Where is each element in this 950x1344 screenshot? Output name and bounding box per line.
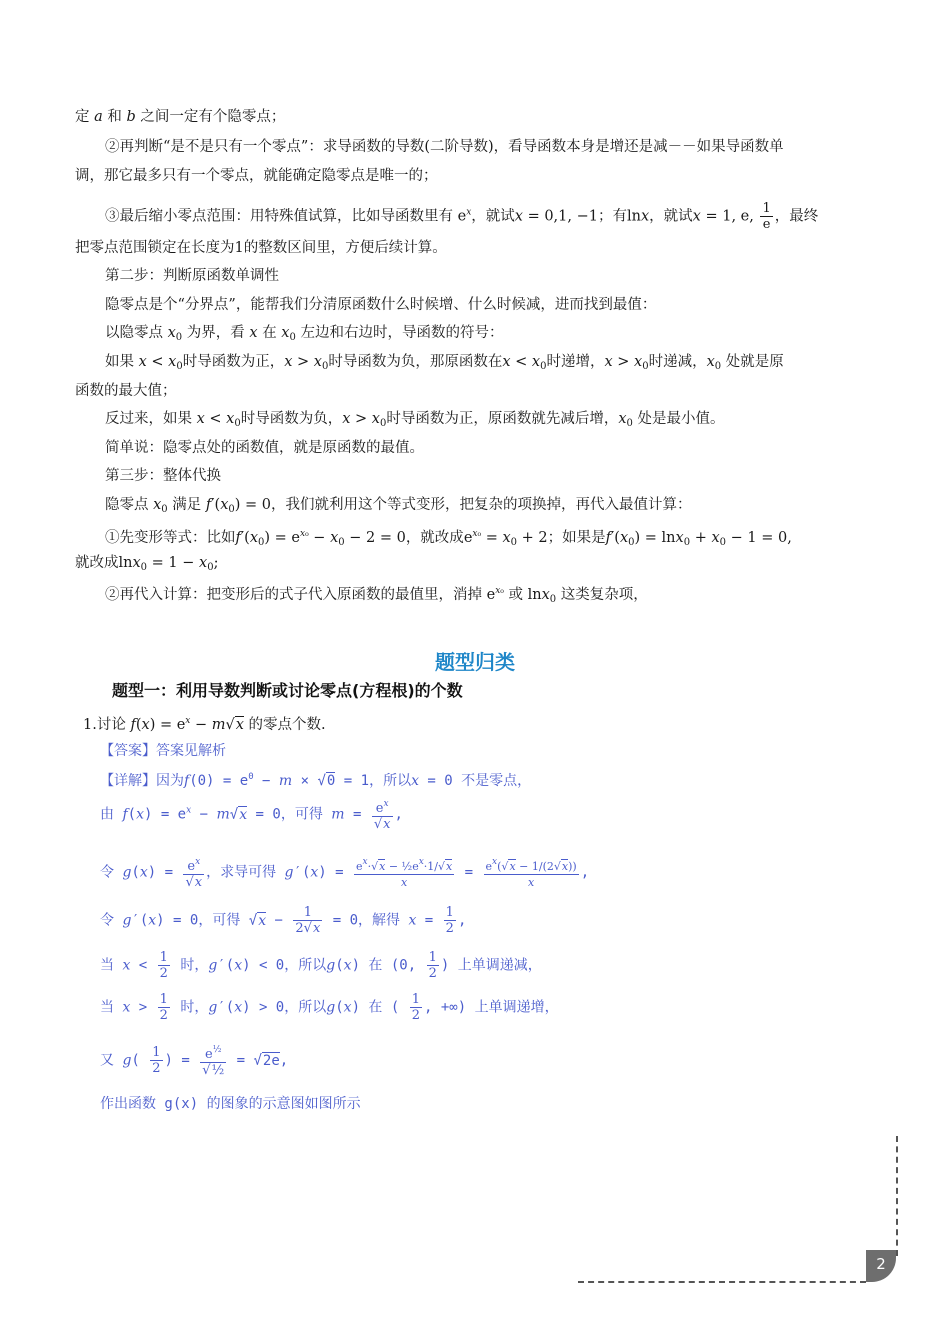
section-title: 题型归类 bbox=[435, 650, 515, 674]
answer-line: 【答案】答案见解析 bbox=[100, 743, 226, 759]
question-1: 1.讨论 $f(x) = e^x - m√x$ 的零点个数. bbox=[83, 716, 326, 733]
detail-line: 令 g(x) = $\frac{e^x}{√x}$ ，求导可得 g′(x) = $\frac{e^x\cdot√x - \frac{1}{2}e^x\cdot 1/√x}{x}$ = $\frac{e^x(√x - 1/(2√x))}{x}$ , bbox=[100, 857, 590, 890]
text-line: 以隐零点 $x_0$ 为界，看 x 在 $x_0$ 左边和右边时，导函数的符号： bbox=[105, 325, 504, 343]
text-line: 第三步：整体代换 bbox=[105, 468, 221, 484]
question-type-title: 题型一：利用导数判断或讨论零点(方程根)的个数 bbox=[112, 681, 463, 700]
text-line: 定 a 和 b 之间一定有个隐零点； bbox=[75, 109, 286, 125]
text-line: 隐零点 $x_0$ 满足 $f'(x_0) = 0$，我们就利用这个等式变形，把复杂的项换掉，再代入最值计算： bbox=[105, 497, 692, 515]
text-line: 第二步：判断原函数单调性 bbox=[105, 268, 279, 284]
text-line: ②再代入计算：把变形后的式子代入原函数的最值里，消掉 $e^{x_0}$ 或 lnx$_0$ 这类复杂项， bbox=[105, 586, 648, 605]
page-border-horizontal bbox=[578, 1281, 866, 1283]
detail-line: 作出函数 g(x) 的图象的示意图如图所示 bbox=[100, 1096, 361, 1112]
detail-line: 又 g( $\frac{1}{2}$ ) = $\frac{e^{\frac{1}{2}}}{\text{√½}}$ = √2e, bbox=[100, 1045, 289, 1078]
text-line: 如果 $x < x_0$时导函数为正，$x > x_0$时导函数为负，那原函数在$x < x_0$时递增，$x > x_0$时递减，$x_0$ 处就是原 bbox=[105, 354, 784, 372]
text-line: 把零点范围锁定在长度为1的整数区间里，方便后续计算。 bbox=[75, 240, 447, 256]
text-line: 调，那它最多只有一个零点，就能确定隐零点是唯一的； bbox=[75, 168, 438, 184]
text-line: 反过来，如果 $x < x_0$时导函数为负，$x > x_0$时导函数为正，原函数就先减后增，$x_0$ 处是最小值。 bbox=[105, 411, 725, 429]
text-line: ②再判断“是不是只有一个零点”：求导函数的导数(二阶导数)，看导函数本身是增还是减－－如果导函数单 bbox=[105, 139, 784, 155]
text-line: ①先变形等式：比如$f'(x_0) = e^{x_0} - x_0 - 2 = 0$，就改成$e^{x_0} = x_0 + 2$；如果是$f'(x_0) = \ln x_0 + x_0 - 1 = 0$, bbox=[105, 529, 792, 548]
detail-line: 由 $f(x) = e^x - m√x = 0$，可得 m = $\frac{e^x}{√x}$ , bbox=[100, 799, 403, 832]
text-line: 隐零点是个“分界点”，能帮我们分清原函数什么时候增、什么时候减，进而找到最值： bbox=[105, 297, 657, 313]
detail-line: 令 g′(x) = 0，可得 √x − $\frac{1}{2√x}$ = 0，解得 x = $\frac{1}{2}$ , bbox=[100, 905, 467, 936]
page-number: 2 bbox=[866, 1250, 896, 1282]
text-line: ③最后缩小零点范围：用特殊值试算，比如导函数里有 $e^x$，就试x = 0,1, −1；有lnx，就试x = 1, e, $\frac{1}{e}$ ，最终 bbox=[105, 201, 819, 232]
text-line: 函数的最大值； bbox=[75, 383, 177, 399]
page-border-vertical bbox=[896, 1136, 898, 1256]
detail-line: 当 x < $\frac{1}{2}$ 时，g′(x) < 0，所以g(x) 在 (0, $\frac{1}{2}$ ) 上单调递减， bbox=[100, 950, 542, 981]
text-line: 就改成$\ln x_0 = 1 - x_0$; bbox=[75, 555, 219, 573]
text-line: 简单说：隐零点处的函数值，就是原函数的最值。 bbox=[105, 440, 424, 456]
detail-line: 【详解】因为$f(0) = e^0 - m \times √0 = 1$，所以x = 0 不是零点， bbox=[100, 772, 532, 789]
detail-line: 当 x > $\frac{1}{2}$ 时，g′(x) > 0，所以g(x) 在 ( $\frac{1}{2}$ , +∞) 上单调递增， bbox=[100, 992, 559, 1023]
